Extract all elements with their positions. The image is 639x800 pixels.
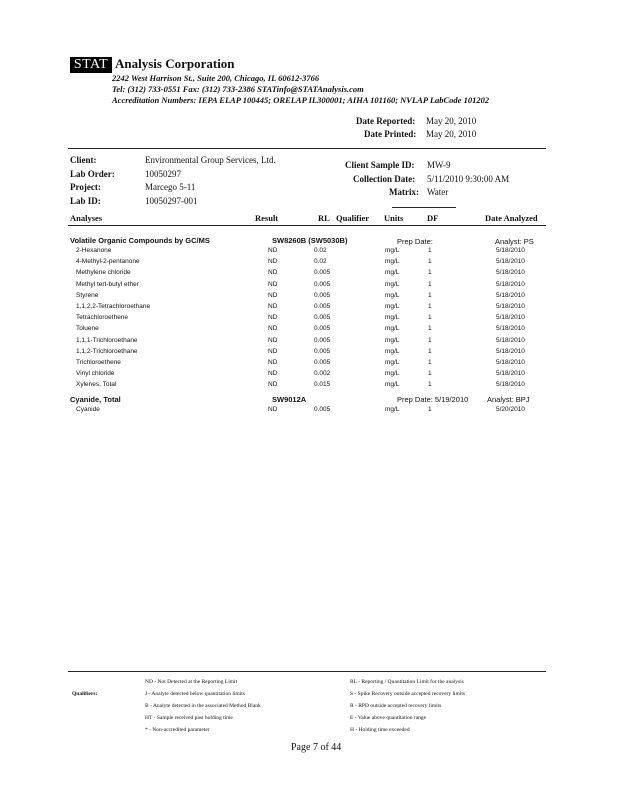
table-cell-date: 5/20/2010 xyxy=(496,406,525,413)
client-value: Environmental Group Services, Ltd. xyxy=(145,155,276,165)
table-cell-df: 1 xyxy=(428,269,432,277)
qualifier-ht: HT - Sample received past holding time xyxy=(145,715,233,721)
table-cell-result: ND xyxy=(268,269,278,277)
table-cell-analyte: 1,1,2-Trichloroethane xyxy=(76,347,138,355)
qualifier-rl: RL - Reporting / Quantitation Limit for the analysis xyxy=(350,679,464,685)
page-number: Page 7 of 44 xyxy=(291,742,342,753)
table-cell-rl: 0.02 xyxy=(314,258,327,266)
accreditation-numbers: Accreditation Numbers: IEPA ELAP 100445; ORELAP IL300001; AIHA 101160; NVLAP LabCode 101202 xyxy=(112,95,490,105)
matrix-label: Matrix: xyxy=(389,187,419,197)
table-cell-date: 5/18/2010 xyxy=(496,314,525,322)
qualifier-s: S - Spike Recovery outside accepted recovery limits xyxy=(350,691,466,697)
divider-footer xyxy=(68,671,546,672)
table-cell-units: mg/L xyxy=(385,269,400,277)
table-cell-date: 5/18/2010 xyxy=(496,303,525,310)
col-qualifier: Qualifier xyxy=(336,213,370,223)
table-cell-date: 5/18/2010 xyxy=(496,381,525,389)
lab-order-label: Lab Order: xyxy=(70,169,115,179)
table-cell-rl: 0.005 xyxy=(314,291,331,299)
table-cell-df: 1 xyxy=(428,336,432,344)
collection-date-value: 5/11/2010 9:30:00 AM xyxy=(427,174,510,184)
table-cell-units: mg/L xyxy=(385,381,400,389)
table-cell-analyte: Vinyl chloride xyxy=(76,370,115,378)
table-cell-result: ND xyxy=(268,291,278,299)
stat-logo: STAT xyxy=(70,57,112,73)
table-cell-date: 5/18/2010 xyxy=(496,336,525,344)
table-cell-date: 5/18/2010 xyxy=(496,258,525,266)
col-rl: RL xyxy=(318,213,330,223)
table-cell-analyte: Toluene xyxy=(76,325,99,333)
table-cell-units: mg/L xyxy=(385,247,400,254)
table-cell-units: mg/L xyxy=(385,325,400,333)
divider-header xyxy=(68,225,546,226)
table-cell-df: 1 xyxy=(428,303,432,310)
table-cell-rl: 0.005 xyxy=(314,406,331,413)
table-cell-units: mg/L xyxy=(385,303,400,310)
group-voc-analyst: Analyst: PS xyxy=(495,237,534,246)
table-cell-analyte: Tetrachloroethene xyxy=(76,314,129,322)
table-cell-rl: 0.005 xyxy=(314,303,331,310)
date-printed-value: May 20, 2010 xyxy=(426,129,477,139)
table-cell-rl: 0.005 xyxy=(314,269,331,277)
lab-id-label: Lab ID: xyxy=(70,196,101,206)
table-cell-df: 1 xyxy=(428,325,432,333)
qualifier-star: * - Non-accredited parameter xyxy=(145,727,210,733)
table-cell-rl: 0.02 xyxy=(314,247,327,254)
table-cell-result: ND xyxy=(268,336,278,344)
group-cyanide-name: Cyanide, Total xyxy=(70,395,121,404)
table-cell-analyte: 1,1,2,2-Tetrachloroethane xyxy=(76,303,151,310)
table-cell-date: 5/18/2010 xyxy=(496,291,525,299)
table-cell-rl: 0.005 xyxy=(314,325,331,333)
col-date-analyzed: Date Analyzed xyxy=(485,213,538,223)
group-cyanide-method: SW9012A xyxy=(272,395,307,404)
table-cell-rl: 0.015 xyxy=(314,381,331,389)
table-cell-analyte: Xylenes, Total xyxy=(76,381,117,389)
table-cell-result: ND xyxy=(268,347,278,355)
table-cell-analyte: Methylene chloride xyxy=(76,269,131,277)
matrix-value: Water xyxy=(427,187,449,197)
table-cell-date: 5/18/2010 xyxy=(496,247,525,254)
table-cell-df: 1 xyxy=(428,247,432,254)
table-cell-df: 1 xyxy=(428,359,432,366)
company-contact: Tel: (312) 733-0551 Fax: (312) 733-2386 STATinfo@STATAnalysis.com xyxy=(112,84,364,94)
group-voc-name: Volatile Organic Compounds by GC/MS xyxy=(70,236,210,245)
project-value: Marcego 5-11 xyxy=(145,182,196,192)
qualifiers-label: Qualifiers: xyxy=(72,691,98,697)
table-cell-analyte: Trichloroethene xyxy=(76,359,121,366)
col-result: Result xyxy=(255,213,279,223)
qualifier-r: R - RPD outside accepted recovery limits xyxy=(350,703,442,709)
table-cell-df: 1 xyxy=(428,370,432,378)
table-cell-analyte: 4-Methyl-2-pentanone xyxy=(76,258,140,266)
table-cell-result: ND xyxy=(268,406,278,413)
table-cell-df: 1 xyxy=(428,406,432,413)
lab-order-value: 10050297 xyxy=(145,169,181,179)
table-cell-analyte: 2-Hexanone xyxy=(76,247,112,254)
group-cyanide-prep: Prep Date: 5/19/2010 xyxy=(397,395,469,404)
col-df: DF xyxy=(427,213,439,223)
table-cell-units: mg/L xyxy=(385,280,400,288)
qualifier-b: B - Analyte detected in the associated Method Blank xyxy=(145,703,261,709)
table-cell-analyte: Styrene xyxy=(76,291,99,299)
client-sample-id-value: MW-9 xyxy=(427,160,451,170)
company-name: Analysis Corporation xyxy=(115,56,235,71)
qualifier-e: E - Value above quantitation range xyxy=(350,715,427,721)
table-cell-date: 5/18/2010 xyxy=(496,280,525,288)
qualifier-j: J - Analyte detected below quantitation limits xyxy=(145,691,245,697)
company-address: 2242 West Harrison St., Suite 200, Chicago, IL 60612-3766 xyxy=(112,73,320,83)
table-cell-df: 1 xyxy=(428,347,432,355)
lab-id-value: 10050297-001 xyxy=(145,196,198,206)
date-reported-label: Date Reported: xyxy=(356,116,416,126)
table-cell-result: ND xyxy=(268,280,278,288)
table-cell-result: ND xyxy=(268,359,278,366)
table-cell-rl: 0.005 xyxy=(314,359,331,366)
table-cell-units: mg/L xyxy=(385,291,400,299)
table-cell-analyte: Methyl tert-butyl ether xyxy=(76,280,139,288)
divider-short xyxy=(392,207,456,208)
group-voc-method: SW8260B (SW5030B) xyxy=(272,236,348,245)
table-cell-result: ND xyxy=(268,314,278,322)
table-cell-rl: 0.005 xyxy=(314,314,331,322)
table-cell-date: 5/18/2010 xyxy=(496,370,525,378)
qualifier-h: H - Holding time exceeded xyxy=(350,727,410,733)
table-cell-result: ND xyxy=(268,247,278,254)
table-cell-units: mg/L xyxy=(385,359,400,366)
table-cell-date: 5/18/2010 xyxy=(496,269,525,277)
table-cell-df: 1 xyxy=(428,381,432,389)
table-cell-units: mg/L xyxy=(385,258,400,266)
table-cell-result: ND xyxy=(268,303,278,310)
table-cell-rl: 0.005 xyxy=(314,347,331,355)
qualifier-nd: ND - Not Detected at the Reporting Limit xyxy=(145,679,238,685)
table-cell-units: mg/L xyxy=(385,314,400,322)
date-printed-label: Date Printed: xyxy=(364,129,417,139)
table-cell-date: 5/18/2010 xyxy=(496,359,525,366)
table-cell-df: 1 xyxy=(428,314,432,322)
table-cell-df: 1 xyxy=(428,258,432,266)
table-cell-units: mg/L xyxy=(385,336,400,344)
table-cell-df: 1 xyxy=(428,291,432,299)
project-label: Project: xyxy=(70,182,101,192)
table-cell-units: mg/L xyxy=(385,347,400,355)
date-reported-value: May 20, 2010 xyxy=(426,116,477,126)
group-cyanide-analyst: Analyst: BPJ xyxy=(487,395,530,404)
divider-top xyxy=(68,148,546,149)
table-cell-rl: 0.005 xyxy=(314,336,331,344)
table-cell-result: ND xyxy=(268,325,278,333)
table-cell-result: ND xyxy=(268,370,278,378)
table-cell-units: mg/L xyxy=(385,370,400,378)
col-analyses: Analyses xyxy=(70,213,103,223)
table-cell-analyte: 1,1,1-Trichloroethane xyxy=(76,336,138,344)
table-cell-rl: 0.005 xyxy=(314,280,331,288)
table-cell-date: 5/18/2010 xyxy=(496,325,525,333)
col-units: Units xyxy=(384,213,404,223)
collection-date-label: Collection Date: xyxy=(353,174,416,184)
client-sample-id-label: Client Sample ID: xyxy=(345,160,415,170)
table-cell-rl: 0.002 xyxy=(314,370,331,378)
table-cell-units: mg/L xyxy=(385,406,400,413)
client-label: Client: xyxy=(70,155,97,165)
table-cell-date: 5/18/2010 xyxy=(496,347,525,355)
table-cell-analyte: Cyanide xyxy=(76,406,100,413)
table-cell-result: ND xyxy=(268,381,278,389)
table-cell-df: 1 xyxy=(428,280,432,288)
group-voc-prep: Prep Date: xyxy=(397,237,433,246)
table-cell-result: ND xyxy=(268,258,278,266)
